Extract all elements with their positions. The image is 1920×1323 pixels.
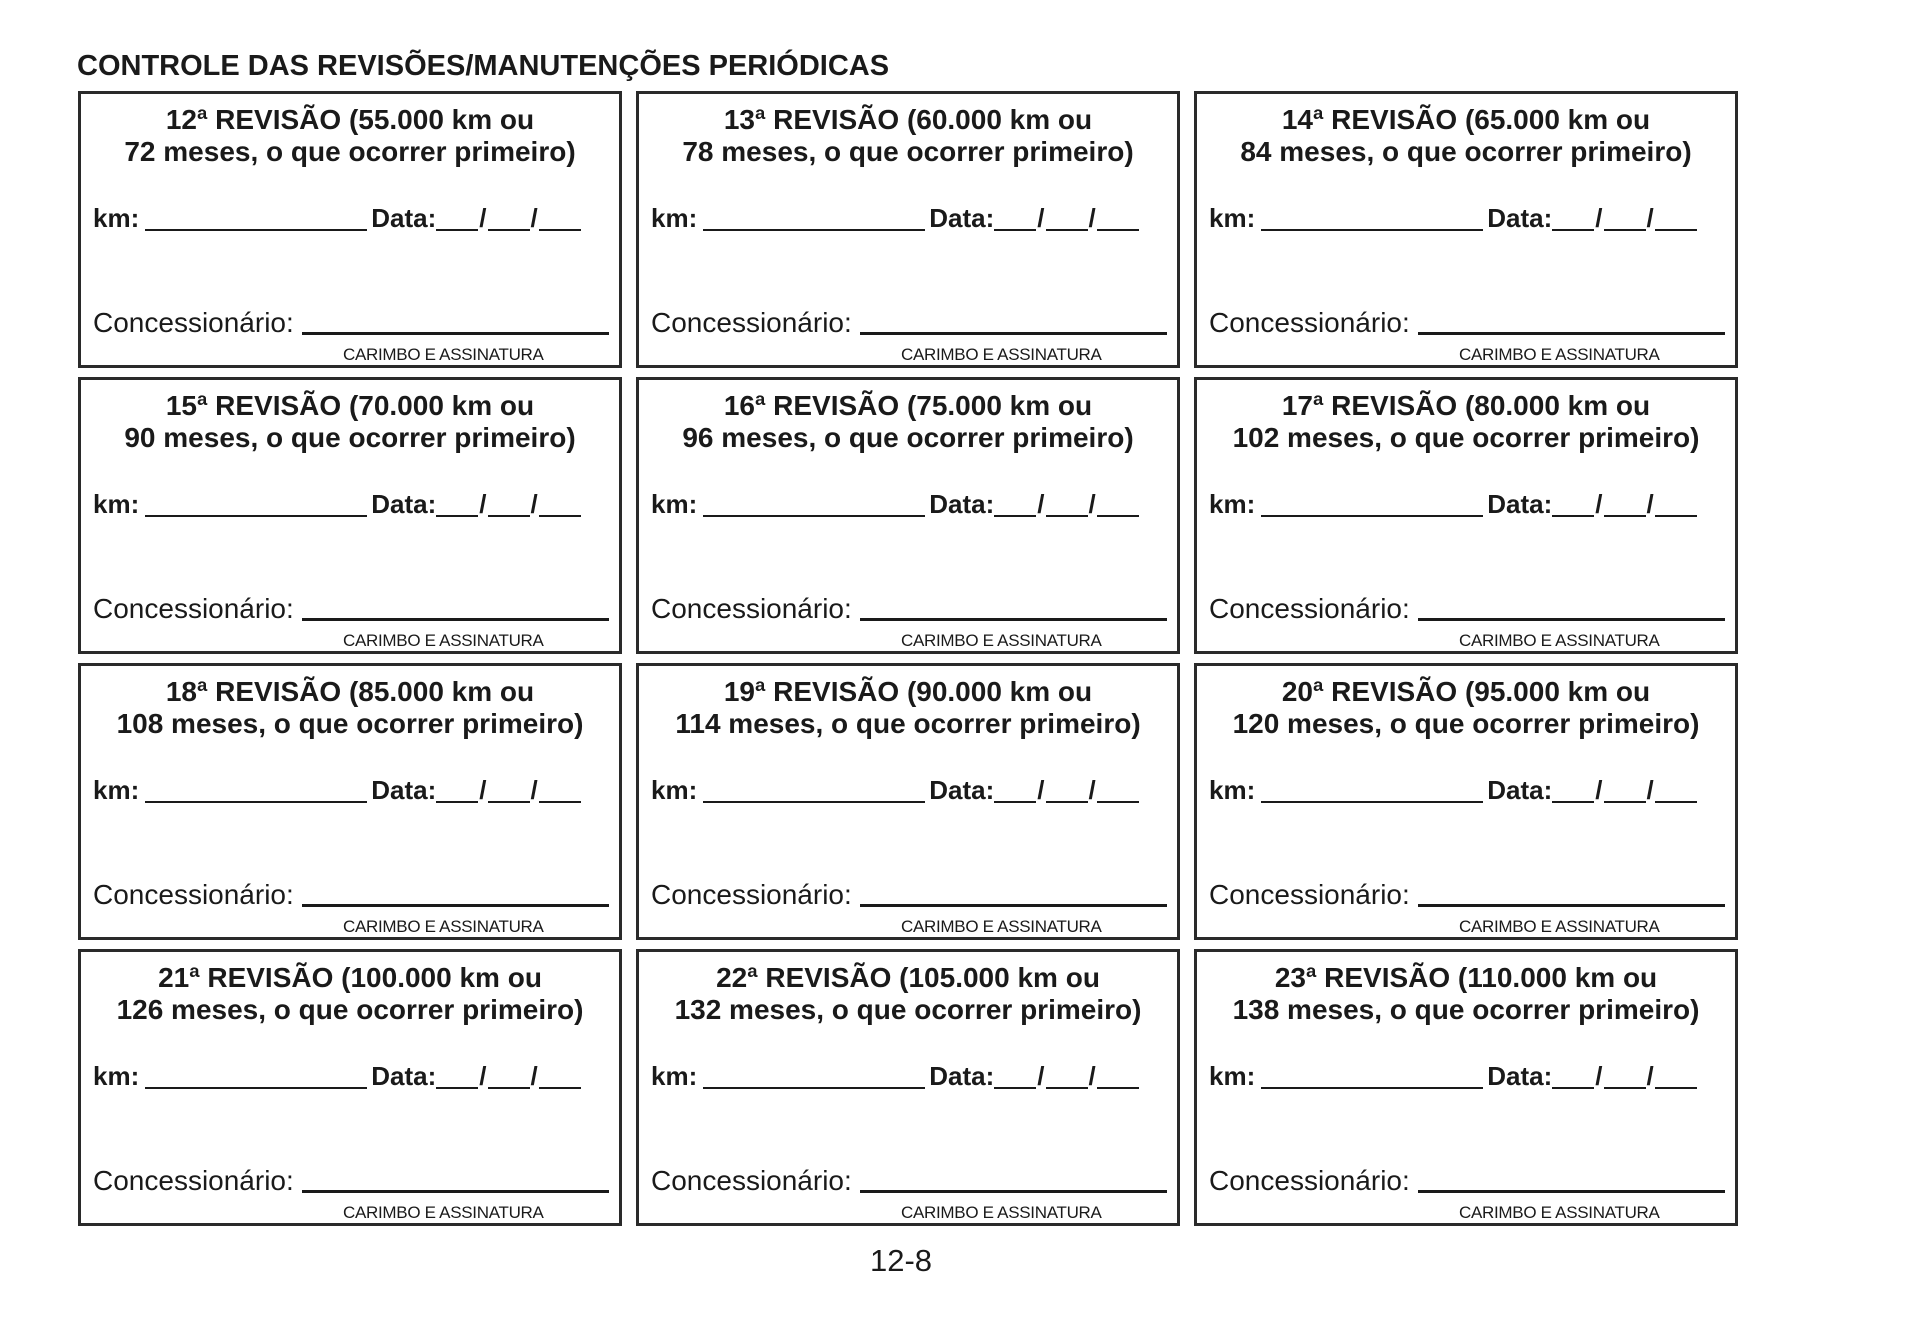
date-year-field[interactable]	[1097, 779, 1139, 803]
km-date-row	[651, 776, 1171, 806]
date-year-field[interactable]	[1097, 493, 1139, 517]
dealer-label: Concessionário:	[1209, 307, 1410, 338]
dealer-signature-field[interactable]	[302, 312, 609, 335]
km-field[interactable]	[145, 493, 367, 517]
revision-card	[1194, 949, 1738, 1226]
revision-card	[78, 377, 622, 654]
date-separator: /	[1595, 489, 1603, 519]
km-date-row	[93, 490, 613, 520]
revision-heading-line1: 14ª REVISÃO (65.000 km ou	[1281, 104, 1651, 135]
stamp-caption: CARIMBO E ASSINATURA	[1459, 917, 1660, 936]
km-date-row	[651, 204, 1171, 234]
date-day-field[interactable]	[1552, 207, 1594, 231]
revision-heading-line2: 96 meses, o que ocorrer primeiro)	[682, 422, 1134, 453]
km-field[interactable]	[1261, 779, 1483, 803]
revision-heading	[81, 390, 619, 454]
revision-card	[1194, 377, 1738, 654]
dealer-signature-field[interactable]	[860, 1170, 1167, 1193]
revision-heading	[639, 676, 1177, 740]
stamp-caption: CARIMBO E ASSINATURA	[1459, 345, 1660, 364]
km-field[interactable]	[703, 779, 925, 803]
revision-heading	[81, 962, 619, 1026]
date-label: Data:	[1487, 775, 1553, 805]
stamp-caption: CARIMBO E ASSINATURA	[1459, 631, 1660, 650]
date-separator: /	[530, 203, 538, 233]
revision-heading-line2: 108 meses, o que ocorrer primeiro)	[116, 708, 584, 739]
date-year-field[interactable]	[539, 493, 581, 517]
dealer-signature-field[interactable]	[302, 1170, 609, 1193]
revision-card	[1194, 91, 1738, 368]
date-year-field[interactable]	[1097, 207, 1139, 231]
dealer-label: Concessionário:	[93, 1165, 294, 1196]
dealer-signature-field[interactable]	[1418, 884, 1725, 907]
date-month-field[interactable]	[1604, 493, 1646, 517]
km-field[interactable]	[703, 493, 925, 517]
dealer-signature-field[interactable]	[302, 884, 609, 907]
revision-heading-line2: 90 meses, o que ocorrer primeiro)	[124, 422, 576, 453]
stamp-caption: CARIMBO E ASSINATURA	[343, 917, 544, 936]
revision-heading-line1: 20ª REVISÃO (95.000 km ou	[1281, 676, 1651, 707]
dealer-row	[93, 593, 609, 625]
km-field[interactable]	[145, 1065, 367, 1089]
date-day-field[interactable]	[1552, 493, 1594, 517]
date-separator: /	[1037, 489, 1045, 519]
stamp-caption: CARIMBO E ASSINATURA	[1459, 1203, 1660, 1222]
date-year-field[interactable]	[539, 207, 581, 231]
km-date-row	[1209, 1062, 1729, 1092]
revision-heading-line1: 17ª REVISÃO (80.000 km ou	[1281, 390, 1651, 421]
revision-heading-line2: 132 meses, o que ocorrer primeiro)	[674, 994, 1142, 1025]
date-separator: /	[1646, 203, 1654, 233]
date-label: Data:	[1487, 1061, 1553, 1091]
revision-card	[636, 91, 1180, 368]
km-field[interactable]	[145, 207, 367, 231]
revision-heading-line1: 16ª REVISÃO (75.000 km ou	[723, 390, 1093, 421]
km-date-row	[93, 204, 613, 234]
dealer-row	[93, 307, 609, 339]
date-separator: /	[1037, 203, 1045, 233]
date-year-field[interactable]	[1097, 1065, 1139, 1089]
date-label: Data:	[929, 203, 995, 233]
stamp-caption: CARIMBO E ASSINATURA	[343, 345, 544, 364]
date-separator: /	[479, 489, 487, 519]
stamp-caption: CARIMBO E ASSINATURA	[343, 631, 544, 650]
revision-heading-line2: 120 meses, o que ocorrer primeiro)	[1232, 708, 1700, 739]
date-year-field[interactable]	[1655, 207, 1697, 231]
km-label: km:	[651, 775, 698, 805]
dealer-row	[1209, 307, 1725, 339]
dealer-signature-field[interactable]	[1418, 598, 1725, 621]
dealer-row	[651, 307, 1167, 339]
date-month-field[interactable]	[488, 779, 530, 803]
dealer-row	[651, 879, 1167, 911]
date-separator: /	[1595, 1061, 1603, 1091]
page-title: CONTROLE DAS REVISÕES/MANUTENÇÕES PERIÓDICAS	[77, 50, 890, 82]
revision-heading	[1197, 390, 1735, 454]
km-date-row	[1209, 204, 1729, 234]
km-date-row	[93, 1062, 613, 1092]
date-month-field[interactable]	[488, 493, 530, 517]
date-separator: /	[479, 1061, 487, 1091]
date-separator: /	[1088, 1061, 1096, 1091]
date-label: Data:	[371, 489, 437, 519]
dealer-label: Concessionário:	[651, 879, 852, 910]
dealer-row	[93, 879, 609, 911]
date-separator: /	[530, 489, 538, 519]
date-year-field[interactable]	[539, 779, 581, 803]
revision-heading	[639, 104, 1177, 168]
date-separator: /	[1595, 203, 1603, 233]
date-label: Data:	[371, 1061, 437, 1091]
date-month-field[interactable]	[1046, 493, 1088, 517]
date-separator: /	[1595, 775, 1603, 805]
date-month-field[interactable]	[1046, 779, 1088, 803]
km-label: km:	[651, 1061, 698, 1091]
date-month-field[interactable]	[488, 207, 530, 231]
revision-heading-line2: 78 meses, o que ocorrer primeiro)	[682, 136, 1134, 167]
km-date-row	[93, 776, 613, 806]
dealer-row	[1209, 1165, 1725, 1197]
dealer-label: Concessionário:	[93, 593, 294, 624]
date-year-field[interactable]	[1655, 779, 1697, 803]
km-field[interactable]	[703, 1065, 925, 1089]
date-separator: /	[1088, 775, 1096, 805]
km-date-row	[1209, 490, 1729, 520]
dealer-row	[93, 1165, 609, 1197]
km-label: km:	[651, 489, 698, 519]
date-day-field[interactable]	[436, 779, 478, 803]
date-label: Data:	[371, 775, 437, 805]
dealer-label: Concessionário:	[1209, 879, 1410, 910]
km-date-row	[651, 490, 1171, 520]
dealer-signature-field[interactable]	[860, 312, 1167, 335]
km-label: km:	[1209, 1061, 1256, 1091]
date-day-field[interactable]	[436, 207, 478, 231]
revision-heading-line1: 22ª REVISÃO (105.000 km ou	[716, 962, 1100, 993]
revision-heading-line2: 138 meses, o que ocorrer primeiro)	[1232, 994, 1700, 1025]
date-separator: /	[530, 775, 538, 805]
date-day-field[interactable]	[994, 207, 1036, 231]
revision-heading-line2: 102 meses, o que ocorrer primeiro)	[1232, 422, 1700, 453]
date-month-field[interactable]	[1604, 207, 1646, 231]
revision-card	[78, 663, 622, 940]
dealer-row	[651, 593, 1167, 625]
date-separator: /	[1646, 775, 1654, 805]
date-year-field[interactable]	[1655, 1065, 1697, 1089]
revision-card	[636, 663, 1180, 940]
revision-heading-line2: 84 meses, o que ocorrer primeiro)	[1240, 136, 1692, 167]
date-separator: /	[479, 775, 487, 805]
revision-card	[1194, 663, 1738, 940]
date-separator: /	[1088, 203, 1096, 233]
date-label: Data:	[1487, 489, 1553, 519]
date-month-field[interactable]	[488, 1065, 530, 1089]
date-day-field[interactable]	[994, 779, 1036, 803]
dealer-row	[1209, 593, 1725, 625]
km-label: km:	[93, 775, 140, 805]
revision-heading-line1: 15ª REVISÃO (70.000 km ou	[165, 390, 535, 421]
km-field[interactable]	[703, 207, 925, 231]
revision-heading-line2: 114 meses, o que ocorrer primeiro)	[675, 708, 1141, 739]
revision-card	[78, 949, 622, 1226]
date-separator: /	[1037, 775, 1045, 805]
date-label: Data:	[929, 489, 995, 519]
date-month-field[interactable]	[1046, 207, 1088, 231]
revision-heading-line2: 126 meses, o que ocorrer primeiro)	[116, 994, 584, 1025]
km-label: km:	[1209, 775, 1256, 805]
revision-heading-line1: 18ª REVISÃO (85.000 km ou	[165, 676, 535, 707]
stamp-caption: CARIMBO E ASSINATURA	[901, 345, 1102, 364]
revision-heading	[639, 962, 1177, 1026]
date-separator: /	[530, 1061, 538, 1091]
revision-heading-line1: 12ª REVISÃO (55.000 km ou	[165, 104, 535, 135]
km-field[interactable]	[1261, 207, 1483, 231]
date-month-field[interactable]	[1046, 1065, 1088, 1089]
date-year-field[interactable]	[539, 1065, 581, 1089]
dealer-row	[1209, 879, 1725, 911]
dealer-signature-field[interactable]	[860, 884, 1167, 907]
km-date-row	[1209, 776, 1729, 806]
dealer-signature-field[interactable]	[1418, 1170, 1725, 1193]
revision-heading	[1197, 962, 1735, 1026]
revision-heading	[1197, 676, 1735, 740]
revision-heading	[81, 676, 619, 740]
km-field[interactable]	[1261, 1065, 1483, 1089]
date-month-field[interactable]	[1604, 779, 1646, 803]
date-label: Data:	[929, 775, 995, 805]
dealer-signature-field[interactable]	[1418, 312, 1725, 335]
date-day-field[interactable]	[436, 1065, 478, 1089]
date-day-field[interactable]	[994, 493, 1036, 517]
revision-heading-line1: 23ª REVISÃO (110.000 km ou	[1274, 962, 1658, 993]
revision-card	[78, 91, 622, 368]
revision-card	[636, 949, 1180, 1226]
km-label: km:	[93, 1061, 140, 1091]
dealer-signature-field[interactable]	[860, 598, 1167, 621]
km-label: km:	[651, 203, 698, 233]
date-year-field[interactable]	[1655, 493, 1697, 517]
date-month-field[interactable]	[1604, 1065, 1646, 1089]
revision-heading-line2: 72 meses, o que ocorrer primeiro)	[124, 136, 576, 167]
km-label: km:	[1209, 203, 1256, 233]
km-field[interactable]	[145, 779, 367, 803]
page-number: 12-8	[870, 1243, 933, 1278]
stamp-caption: CARIMBO E ASSINATURA	[901, 917, 1102, 936]
revision-card	[636, 377, 1180, 654]
date-separator: /	[1646, 1061, 1654, 1091]
stamp-caption: CARIMBO E ASSINATURA	[901, 631, 1102, 650]
revision-heading-line1: 21ª REVISÃO (100.000 km ou	[158, 962, 542, 993]
dealer-signature-field[interactable]	[302, 598, 609, 621]
date-day-field[interactable]	[436, 493, 478, 517]
dealer-label: Concessionário:	[651, 593, 852, 624]
dealer-label: Concessionário:	[93, 879, 294, 910]
stamp-caption: CARIMBO E ASSINATURA	[343, 1203, 544, 1222]
dealer-row	[651, 1165, 1167, 1197]
date-label: Data:	[1487, 203, 1553, 233]
km-label: km:	[93, 203, 140, 233]
date-day-field[interactable]	[1552, 1065, 1594, 1089]
date-separator: /	[479, 203, 487, 233]
revision-heading	[639, 390, 1177, 454]
revision-grid	[78, 91, 1739, 1226]
dealer-label: Concessionário:	[651, 307, 852, 338]
km-label: km:	[93, 489, 140, 519]
dealer-label: Concessionário:	[1209, 1165, 1410, 1196]
date-separator: /	[1088, 489, 1096, 519]
km-label: km:	[1209, 489, 1256, 519]
dealer-label: Concessionário:	[93, 307, 294, 338]
revision-heading-line1: 13ª REVISÃO (60.000 km ou	[723, 104, 1093, 135]
dealer-label: Concessionário:	[651, 1165, 852, 1196]
revision-heading-line1: 19ª REVISÃO (90.000 km ou	[723, 676, 1093, 707]
date-label: Data:	[929, 1061, 995, 1091]
date-separator: /	[1037, 1061, 1045, 1091]
revision-heading	[81, 104, 619, 168]
date-day-field[interactable]	[994, 1065, 1036, 1089]
stamp-caption: CARIMBO E ASSINATURA	[901, 1203, 1102, 1222]
date-label: Data:	[371, 203, 437, 233]
dealer-label: Concessionário:	[1209, 593, 1410, 624]
date-day-field[interactable]	[1552, 779, 1594, 803]
km-date-row	[651, 1062, 1171, 1092]
revision-heading	[1197, 104, 1735, 168]
date-separator: /	[1646, 489, 1654, 519]
km-field[interactable]	[1261, 493, 1483, 517]
